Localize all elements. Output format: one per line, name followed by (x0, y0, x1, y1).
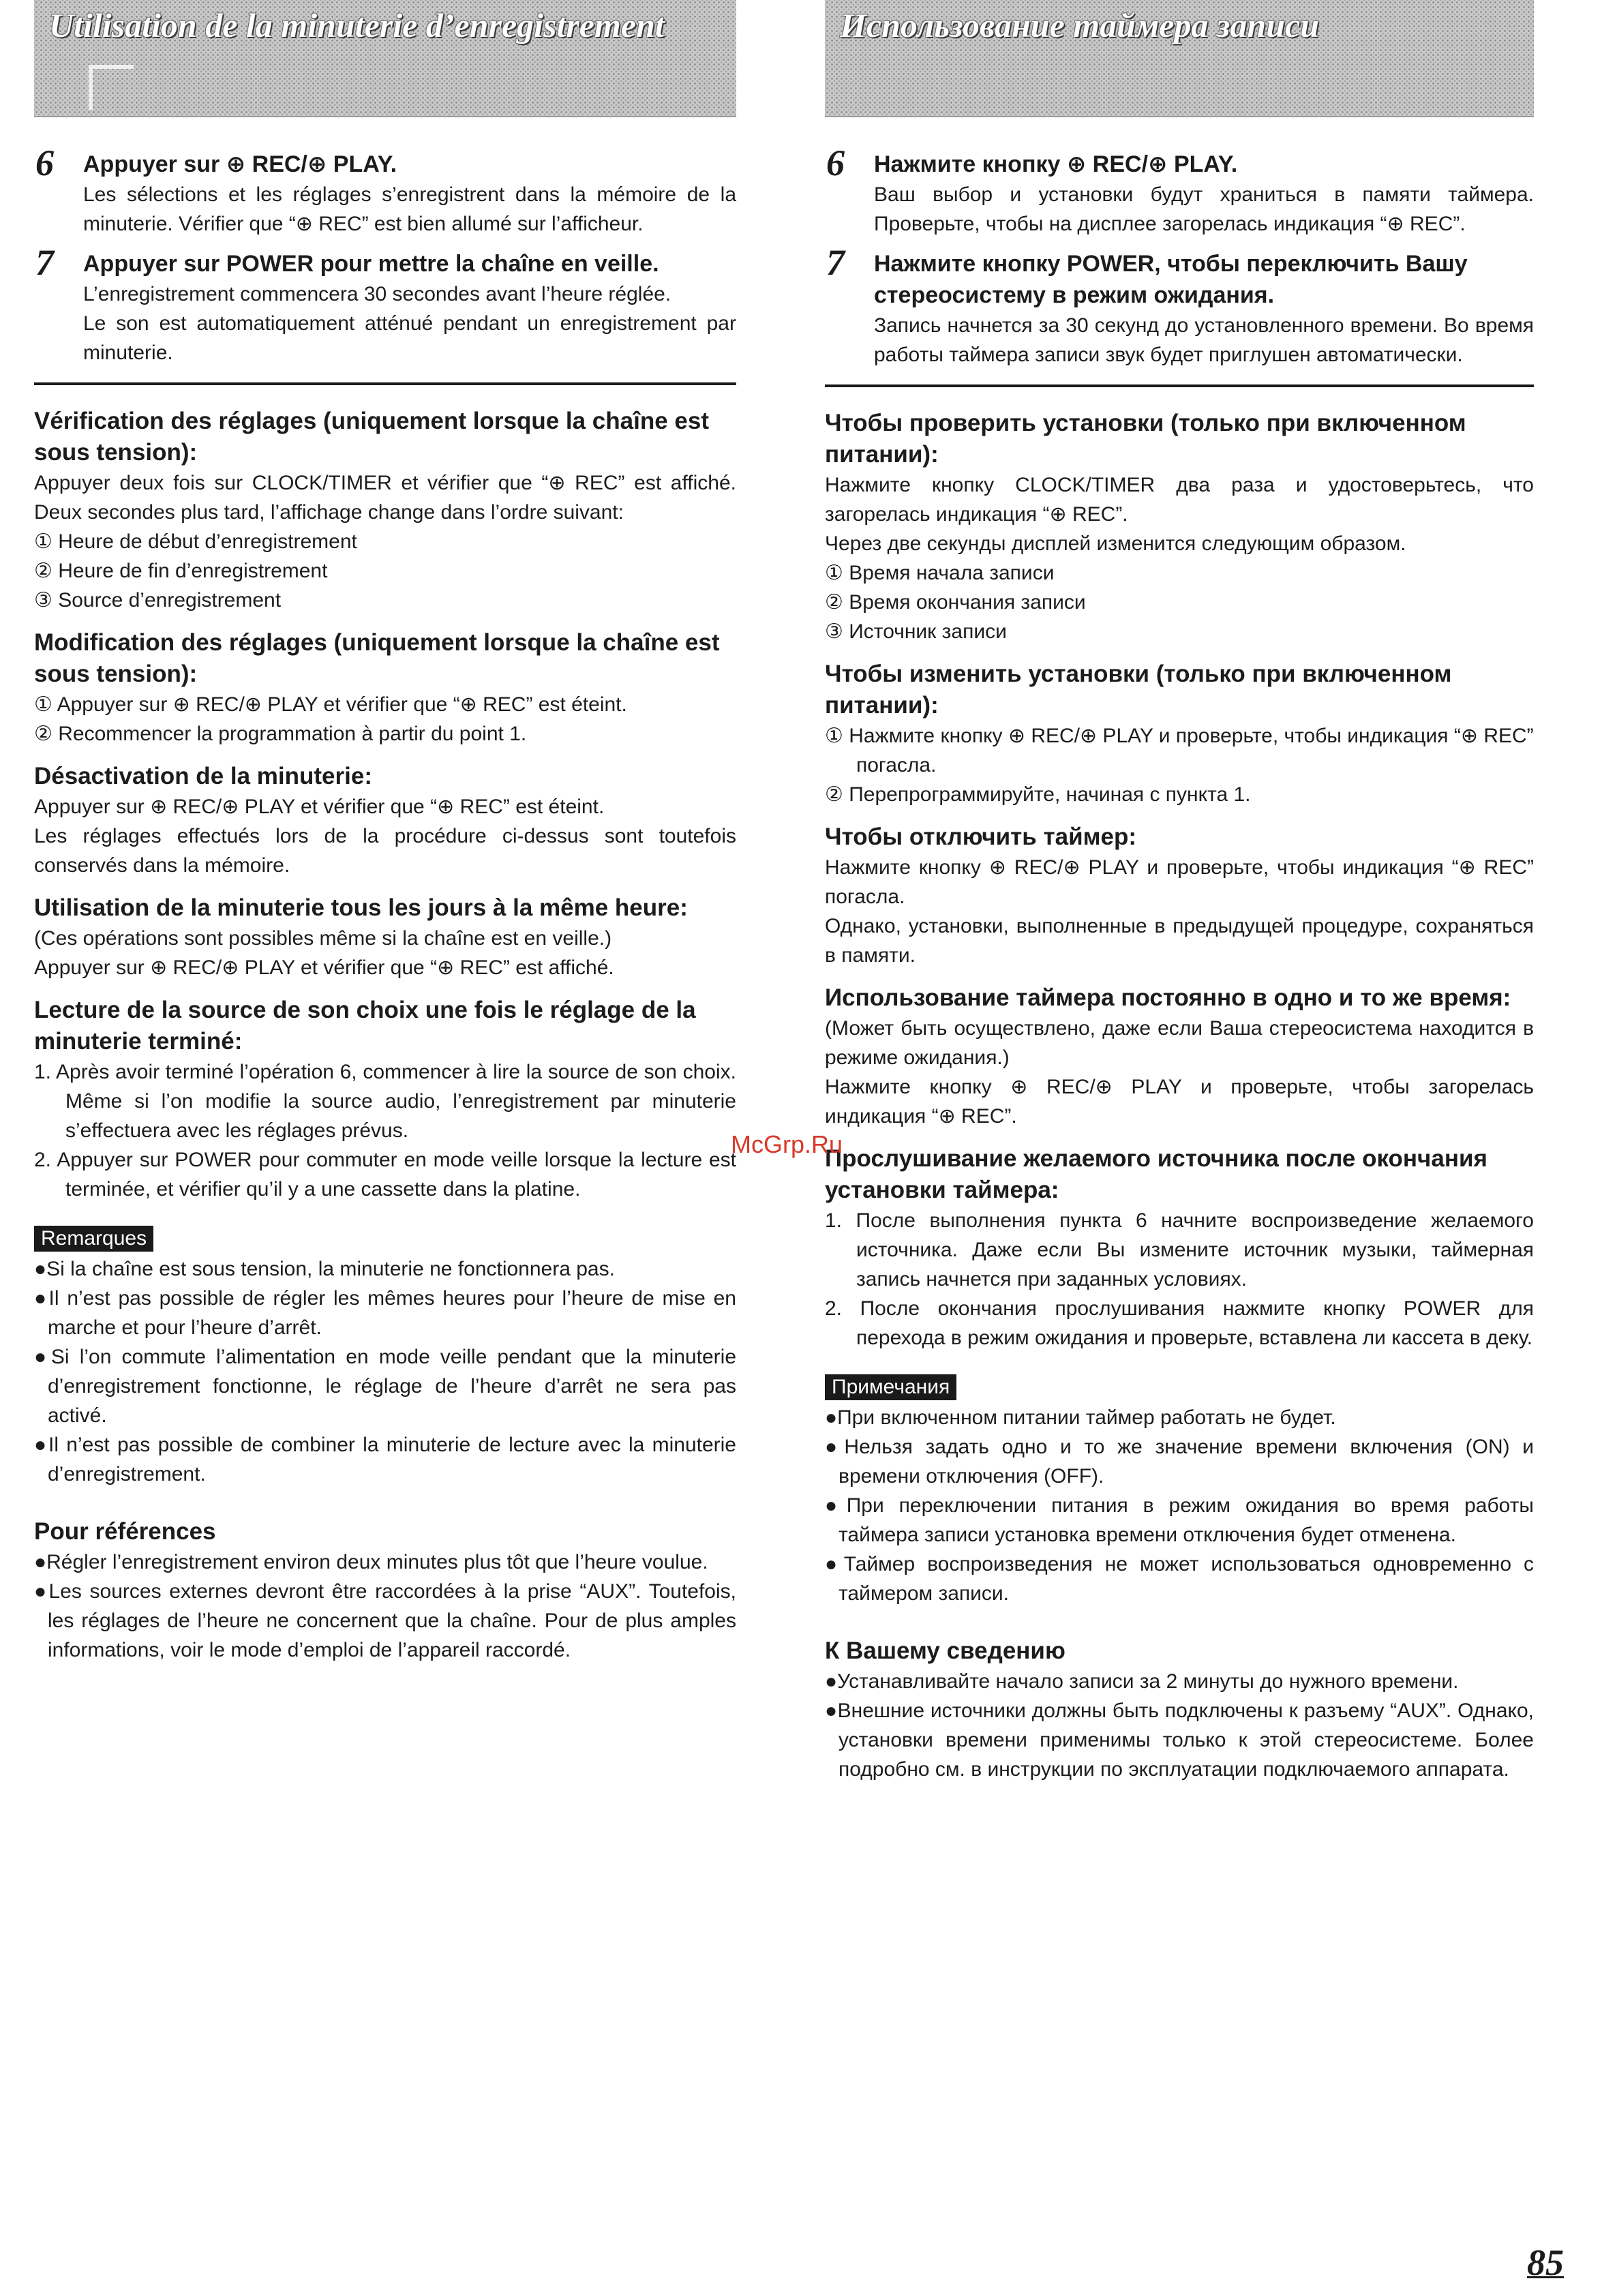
section-text: Нажмите кнопку CLOCK/TIMER два раза и удостоверьтесь, что загорелась индикация “⊕ REC”. (825, 474, 1534, 526)
section-heading: Прослушивание желаемого источника после окончания установки таймера: (825, 1145, 1487, 1203)
remark-item: ●Таймер воспроизведения не может использоваться одновременно с таймером записи. (825, 1553, 1534, 1605)
list-item: ① Время начала записи (825, 562, 1055, 584)
step-number: 6 (826, 142, 845, 183)
list-item: ③ Source d’enregistrement (34, 589, 282, 611)
fr-title-banner (34, 0, 736, 117)
section-text: Appuyer sur ⊕ REC/⊕ PLAY et vérifier que “⊕ REC” est éteint. (34, 796, 605, 818)
banner-corner-decoration (89, 65, 134, 110)
ru-section-references (825, 1635, 1534, 1784)
remark-item: ●При переключении питания в режим ожидания во время работы таймера записи установка времени отключения будет отменена. (825, 1494, 1534, 1546)
step-text: L’enregistrement commencera 30 secondes avant l’heure réglée. (83, 283, 671, 305)
section-heading: Использование таймера постоянно в одно и то же время: (825, 984, 1511, 1011)
ru-step-6 (825, 142, 1534, 239)
fr-section-playback (34, 995, 736, 1204)
list-item: 1. После выполнения пункта 6 начните воспроизведение желаемого источника. Даже если Вы измените источник музыки, таймерная запись начнется при заданных условиях. (825, 1209, 1534, 1290)
list-item: 2. После окончания прослушивания нажмите кнопку POWER для перехода в режим ожидания и проверьте, вставлена ли кассета в деку. (825, 1297, 1534, 1349)
ru-step-7 (825, 242, 1534, 369)
list-item: ② Heure de fin d’enregistrement (34, 560, 328, 582)
remarks-label: Remarques (34, 1226, 153, 1252)
remark-item: ●Si l’on commute l’alimentation en mode veille pendant que la minuterie d’enregistrement fonctionne, le réglage de l’heure d’arrêt ne sera pas activé. (34, 1346, 736, 1427)
reference-item: ●Устанавливайте начало записи за 2 минуты до нужного времени. (825, 1670, 1459, 1693)
list-item: ① Appuyer sur ⊕ REC/⊕ PLAY et vérifier que “⊕ REC” est éteint. (34, 693, 627, 716)
list-item: ② Recommencer la programmation à partir du point 1. (34, 723, 527, 745)
watermark-text: McGrp.Ru (731, 1130, 843, 1158)
ru-section-deactivate (825, 821, 1534, 970)
page-number: 85 (1527, 2242, 1564, 2283)
ru-title-banner (825, 0, 1534, 117)
step-number: 7 (826, 242, 845, 283)
section-text: Нажмите кнопку ⊕ REC/⊕ PLAY и проверьте, чтобы индикация “⊕ REC” погасла. (825, 856, 1534, 908)
section-heading: Désactivation de la minuterie: (34, 763, 372, 789)
fr-section-deactivate (34, 761, 736, 880)
list-item: ③ Источник записи (825, 620, 1007, 643)
remark-item: ●Il n’est pas possible de combiner la minuterie de lecture avec la minuterie d’enregistrement. (34, 1434, 736, 1485)
list-item: ② Время окончания записи (825, 591, 1086, 614)
remark-item: ●Si la chaîne est sous tension, la minuterie ne fonctionnera pas. (34, 1258, 615, 1280)
section-text: Appuyer sur ⊕ REC/⊕ PLAY et vérifier que “⊕ REC” est affiché. (34, 956, 614, 979)
fr-page-title: Utilisation de la minuterie d’enregistrement (49, 6, 665, 44)
step-text: Les sélections et les réglages s’enregistrent dans la mémoire de la minuterie. Vérifier que “⊕ REC” est bien allumé sur l’afficheur. (83, 183, 736, 235)
list-item: ① Heure de début d’enregistrement (34, 530, 357, 553)
fr-section-references (34, 1516, 736, 1665)
reference-item: ●Внешние источники должны быть подключены к разъему “AUX”. Однако, установки времени применимы только к этой стереосистеме. Более подробно см. в инструкции по эксплуатации подключаемого аппарата. (825, 1700, 1534, 1781)
ru-section-daily (825, 982, 1534, 1131)
section-divider (34, 382, 736, 385)
section-text: (Может быть осуществлено, даже если Ваша стереосистема находится в режиме ожидания.) (825, 1017, 1534, 1069)
section-text: Однако, установки, выполненные в предыдущей процедуре, сохраняться в памяти. (825, 915, 1534, 967)
section-text: (Ces opérations sont possibles même si la chaîne est en veille.) (34, 927, 612, 950)
section-heading: Чтобы проверить установки (только при включенном питании): (825, 410, 1466, 468)
fr-section-verify (34, 406, 736, 615)
step-heading: Appuyer sur POWER pour mettre la chaîne en veille. (83, 251, 659, 277)
section-heading: Utilisation de la minuterie tous les jours à la même heure: (34, 894, 688, 921)
ru-section-modify (825, 659, 1534, 809)
remarks-label: Примечания (825, 1374, 956, 1400)
step-text: Запись начнется за 30 секунд до установленного времени. Во время работы таймера записи звук будет приглушен автоматически. (874, 314, 1534, 366)
list-item: ① Нажмите кнопку ⊕ REC/⊕ PLAY и проверьте, чтобы индикация “⊕ REC” погасла. (825, 725, 1534, 776)
list-item: ② Перепрограммируйте, начиная с пункта 1. (825, 783, 1251, 806)
remark-item: ●Нельзя задать одно и то же значение времени включения (ON) и времени отключения (OFF). (825, 1436, 1534, 1487)
remark-item: ●Il n’est pas possible de régler les mêmes heures pour l’heure de mise en marche et pour l’heure d’arrêt. (34, 1287, 736, 1339)
section-text: Appuyer deux fois sur CLOCK/TIMER et vérifier que “⊕ REC” est affiché. Deux secondes plus tard, l’affichage change dans l’ordre suivant: (34, 472, 736, 524)
ru-section-verify (825, 408, 1534, 646)
section-text: Нажмите кнопку ⊕ REC/⊕ PLAY и проверьте, чтобы загорелась индикация “⊕ REC”. (825, 1076, 1534, 1128)
section-text: Через две секунды дисплей изменится следующим образом. (825, 532, 1406, 555)
section-heading: К Вашему сведению (825, 1637, 1066, 1664)
fr-step-6 (34, 142, 736, 239)
section-heading: Чтобы отключить таймер: (825, 824, 1136, 850)
russian-column (825, 0, 1534, 1784)
ru-section-playback (825, 1143, 1534, 1353)
step-heading: Нажмите кнопку POWER, чтобы переключить Вашу стереосистему в режим ожидания. (874, 251, 1468, 308)
fr-section-daily (34, 892, 736, 982)
section-heading: Чтобы изменить установки (только при включенном питании): (825, 661, 1452, 719)
section-heading: Modification des réglages (uniquement lorsque la chaîne est sous tension): (34, 629, 720, 687)
section-heading: Pour références (34, 1518, 216, 1545)
step-text: Le son est automatiquement atténué pendant un enregistrement par minuterie. (83, 312, 736, 364)
step-heading: Appuyer sur ⊕ REC/⊕ PLAY. (83, 151, 397, 177)
section-heading: Lecture de la source de son choix une fois le réglage de la minuterie terminé: (34, 997, 696, 1055)
step-heading: Нажмите кнопку ⊕ REC/⊕ PLAY. (874, 151, 1238, 177)
section-heading: Vérification des réglages (uniquement lorsque la chaîne est sous tension): (34, 408, 709, 466)
fr-step-7 (34, 242, 736, 367)
fr-section-modify (34, 627, 736, 749)
step-number: 6 (35, 142, 54, 183)
list-item: 1. Après avoir terminé l’opération 6, commencer à lire la source de son choix. Même si l’on modifie la source audio, l’enregistrement par minuterie s’effectuera avec les réglages prévus. (34, 1061, 736, 1142)
step-text: Ваш выбор и установки будут храниться в памяти таймера. Проверьте, чтобы на дисплее загорелась индикация “⊕ REC”. (874, 183, 1534, 235)
ru-page-title: Использование таймера записи (840, 6, 1320, 44)
step-number: 7 (35, 242, 54, 283)
french-column (34, 0, 736, 1665)
reference-item: ●Les sources externes devront être raccordées à la prise “AUX”. Toutefois, les réglages de l’heure ne concernent que la chaîne. Pour de plus amples informations, voir le mode d’emploi de l’appareil raccordé. (34, 1580, 736, 1661)
section-divider (825, 384, 1534, 387)
reference-item: ●Régler l’enregistrement environ deux minutes plus tôt que l’heure voulue. (34, 1551, 708, 1573)
section-text: Les réglages effectués lors de la procédure ci-dessus sont toutefois conservés dans la mémoire. (34, 825, 736, 877)
remark-item: ●При включенном питании таймер работать не будет. (825, 1406, 1336, 1429)
list-item: 2. Appuyer sur POWER pour commuter en mode veille lorsque la lecture est terminée, et vérifier qu’il y a une cassette dans la platine. (34, 1149, 736, 1200)
